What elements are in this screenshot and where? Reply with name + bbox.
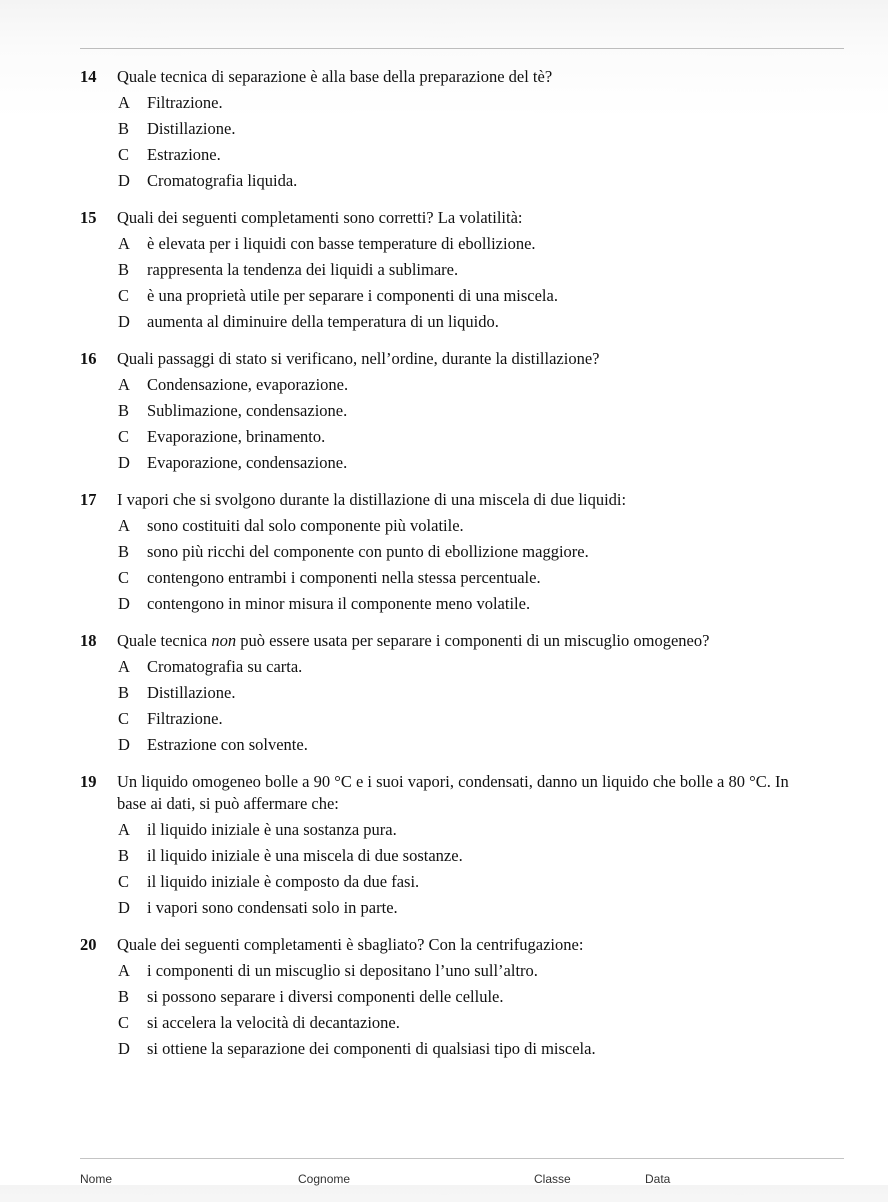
answer-option-d: [80, 309, 820, 335]
question-text: Quale dei seguenti completamenti è sbagliato? Con la centrifugazione:: [117, 935, 584, 954]
option-letter: C: [118, 427, 130, 446]
answer-option-d: [80, 895, 820, 921]
option-text: Cromatografia liquida.: [147, 171, 298, 190]
footer-name-label: Nome: [80, 1172, 113, 1186]
option-text: aumenta al diminuire della temperatura di un liquido.: [147, 312, 499, 331]
option-text: il liquido iniziale è composto da due fasi.: [147, 872, 420, 891]
option-letter: C: [118, 145, 130, 164]
option-text: Filtrazione.: [147, 709, 223, 728]
option-letter: B: [118, 683, 130, 702]
answer-option-c: [80, 1010, 820, 1036]
option-letter: A: [118, 516, 130, 535]
option-text: contengono in minor misura il componente meno volatile.: [147, 594, 531, 613]
option-text: Condensazione, evaporazione.: [147, 375, 349, 394]
question-header: [80, 205, 820, 231]
option-letter: B: [118, 987, 130, 1006]
answer-option-a: [80, 231, 820, 257]
question-header: [80, 932, 820, 958]
option-letter: D: [118, 453, 130, 472]
option-text: Distillazione.: [147, 119, 236, 138]
option-letter: C: [118, 1013, 130, 1032]
option-text: Filtrazione.: [147, 93, 223, 112]
answer-option-a: [80, 90, 820, 116]
answer-option-a: [80, 513, 820, 539]
option-text: Estrazione con solvente.: [147, 735, 308, 754]
option-text: rappresenta la tendenza dei liquidi a sublimare.: [147, 260, 459, 279]
option-letter: B: [118, 260, 130, 279]
option-text: Evaporazione, brinamento.: [147, 427, 326, 446]
option-text: si accelera la velocità di decantazione.: [147, 1013, 400, 1032]
answer-option-d: [80, 450, 820, 476]
question-text: [117, 628, 820, 654]
question-number: 20: [80, 935, 97, 954]
option-letter: A: [118, 820, 130, 839]
option-letter: D: [118, 171, 130, 190]
answer-option-d: [80, 732, 820, 758]
question-header: [80, 64, 820, 90]
option-letter: A: [118, 375, 130, 394]
option-text: sono costituiti dal solo componente più volatile.: [147, 516, 464, 535]
option-letter: D: [118, 594, 130, 613]
option-text: è una proprietà utile per separare i componenti di una miscela.: [147, 286, 558, 305]
answer-option-b: [80, 116, 820, 142]
option-text: i vapori sono condensati solo in parte.: [147, 898, 398, 917]
option-letter: B: [118, 542, 130, 561]
option-letter: C: [118, 568, 130, 587]
option-letter: B: [118, 401, 130, 420]
answer-option-a: [80, 372, 820, 398]
option-letter: C: [118, 286, 130, 305]
answer-option-b: [80, 257, 820, 283]
question-text-start: Quale tecnica: [117, 631, 212, 650]
answer-option-d: [80, 168, 820, 194]
option-text: si possono separare i diversi componenti delle cellule.: [147, 987, 504, 1006]
question-text: Un liquido omogeneo bolle a 90 °C e i suoi vapori, condensati, danno un liquido che bolle a 80 °C. In base ai dati, si può affermare che:: [117, 772, 789, 813]
question-number: 15: [80, 208, 97, 227]
question-17: [80, 487, 820, 617]
question-list: [80, 64, 820, 1073]
question-text-emphasis: non: [211, 631, 237, 650]
question-text-end: può essere usata per separare i componenti di un miscuglio omogeneo?: [236, 631, 710, 650]
footer-date-label: Data: [645, 1172, 671, 1186]
option-letter: A: [118, 961, 130, 980]
question-header: [80, 769, 820, 817]
option-text: i componenti di un miscuglio si depositano l’uno sull’altro.: [147, 961, 538, 980]
option-text: sono più ricchi del componente con punto di ebollizione maggiore.: [147, 542, 589, 561]
option-text: si ottiene la separazione dei componenti di qualsiasi tipo di miscela.: [147, 1039, 596, 1058]
answer-option-c: [80, 283, 820, 309]
option-text: Cromatografia su carta.: [147, 657, 303, 676]
option-text: il liquido iniziale è una miscela di due sostanze.: [147, 846, 463, 865]
option-text: contengono entrambi i componenti nella stessa percentuale.: [147, 568, 541, 587]
question-number: 19: [80, 772, 97, 791]
answer-option-c: [80, 424, 820, 450]
answer-option-c: [80, 869, 820, 895]
option-text: Evaporazione, condensazione.: [147, 453, 348, 472]
question-text: Quali passaggi di stato si verificano, nell’ordine, durante la distillazione?: [117, 349, 600, 368]
answer-option-d: [80, 591, 820, 617]
footer-class-label: Classe: [534, 1172, 571, 1186]
bottom-divider: [80, 1158, 844, 1159]
answer-option-b: [80, 984, 820, 1010]
option-text: è elevata per i liquidi con basse temperature di ebollizione.: [147, 234, 536, 253]
footer-surname-label: Cognome: [298, 1172, 351, 1186]
answer-option-d: [80, 1036, 820, 1062]
option-letter: D: [118, 735, 130, 754]
question-text: Quale tecnica di separazione è alla base della preparazione del tè?: [117, 67, 553, 86]
option-letter: B: [118, 119, 130, 138]
question-text: Quali dei seguenti completamenti sono corretti? La volatilità:: [117, 208, 523, 227]
option-letter: B: [118, 846, 130, 865]
question-20: [80, 932, 820, 1062]
option-text: Estrazione.: [147, 145, 221, 164]
question-header: [80, 487, 820, 513]
answer-option-c: [80, 706, 820, 732]
option-letter: A: [118, 93, 130, 112]
answer-option-c: [80, 565, 820, 591]
option-letter: D: [118, 898, 130, 917]
question-header: [80, 628, 820, 654]
option-letter: A: [118, 234, 130, 253]
question-16: [80, 346, 820, 476]
answer-option-b: [80, 843, 820, 869]
option-letter: D: [118, 1039, 130, 1058]
question-number: 14: [80, 67, 97, 86]
answer-option-b: [80, 539, 820, 565]
answer-option-a: [80, 817, 820, 843]
option-letter: C: [118, 872, 130, 891]
top-divider: [80, 48, 844, 49]
option-letter: C: [118, 709, 130, 728]
option-letter: A: [118, 657, 130, 676]
option-text: il liquido iniziale è una sostanza pura.: [147, 820, 397, 839]
question-18: [80, 628, 820, 758]
question-header: [80, 346, 820, 372]
question-number: 18: [80, 631, 97, 650]
answer-option-b: [80, 680, 820, 706]
answer-option-b: [80, 398, 820, 424]
option-text: Sublimazione, condensazione.: [147, 401, 348, 420]
question-14: [80, 64, 820, 194]
question-number: 17: [80, 490, 97, 509]
option-text: Distillazione.: [147, 683, 236, 702]
option-letter: D: [118, 312, 130, 331]
answer-option-a: [80, 958, 820, 984]
answer-option-a: [80, 654, 820, 680]
student-info-footer: [0, 1172, 888, 1202]
question-number: 16: [80, 349, 97, 368]
question-15: [80, 205, 820, 335]
question-text: I vapori che si svolgono durante la distillazione di una miscela di due liquidi:: [117, 490, 627, 509]
question-19: [80, 769, 820, 921]
answer-option-c: [80, 142, 820, 168]
